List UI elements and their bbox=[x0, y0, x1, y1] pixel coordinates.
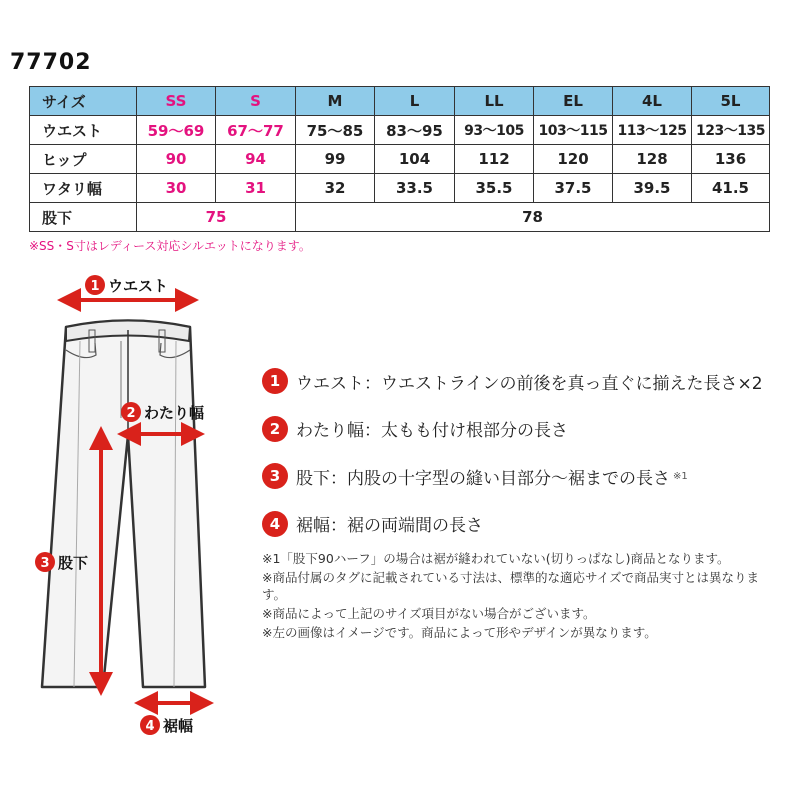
definition-footnote-ref: ※1 bbox=[673, 470, 688, 482]
badge-1: 1 bbox=[90, 279, 100, 294]
table-cell: 32 bbox=[296, 174, 375, 203]
product-code: 77702 bbox=[10, 50, 92, 75]
badge-4: 4 bbox=[145, 719, 155, 734]
table-cell: 37.5 bbox=[534, 174, 613, 203]
table-row-inseam bbox=[30, 203, 770, 232]
label-waist: ウエスト bbox=[108, 277, 169, 295]
size-footnote: ※SS・S寸はレディース対応シルエットになります。 bbox=[29, 239, 311, 253]
table-cell: 35.5 bbox=[455, 174, 534, 203]
label-thigh: わたり幅 bbox=[144, 404, 205, 422]
note-item: ※商品付属のタグに記載されている寸法は、標準的な適応サイズで商品実寸とは異なります。 bbox=[262, 570, 759, 602]
table-row-waist bbox=[30, 116, 770, 145]
table-cell: 75〜85 bbox=[296, 116, 375, 145]
table-cell: 113〜125 bbox=[613, 116, 692, 145]
header-ss: SS bbox=[137, 87, 216, 116]
row-label-inseam: 股下 bbox=[30, 203, 137, 232]
definition-desc: ：内股の十字型の縫い目部分〜裾までの長さ bbox=[330, 468, 670, 489]
row-label-hip: ヒップ bbox=[30, 145, 137, 174]
label-hem: 裾幅 bbox=[163, 717, 194, 735]
number-badge: 1 bbox=[262, 368, 288, 394]
table-cell: 120 bbox=[534, 145, 613, 174]
table-cell: 99 bbox=[296, 145, 375, 174]
header-m: M bbox=[296, 87, 375, 116]
definition-item bbox=[262, 366, 763, 396]
definition-item bbox=[262, 461, 763, 491]
note-item: ※商品によって上記のサイズ項目がない場合がございます。 bbox=[262, 606, 596, 621]
definition-desc: ：裾の両端間の長さ bbox=[330, 516, 483, 536]
table-cell: 90 bbox=[137, 145, 216, 174]
table-cell: 93〜105 bbox=[455, 116, 534, 145]
header-ll: LL bbox=[455, 87, 534, 116]
table-cell: 59〜69 bbox=[137, 116, 216, 145]
definition-item bbox=[262, 509, 763, 539]
pants-illustration bbox=[42, 321, 205, 688]
table-cell: 39.5 bbox=[613, 174, 692, 203]
table-cell: 30 bbox=[137, 174, 216, 203]
note-item: ※1「股下90ハーフ」の場合は裾が縫われていない(切りっぱなし)商品となります。 bbox=[262, 551, 730, 566]
header-s: S bbox=[216, 87, 296, 116]
table-cell: 103〜115 bbox=[534, 116, 613, 145]
header-5l: 5L bbox=[692, 87, 770, 116]
table-cell: 31 bbox=[216, 174, 296, 203]
waist-measure bbox=[69, 275, 187, 300]
definition-item bbox=[262, 414, 763, 444]
hem-measure bbox=[140, 703, 202, 735]
definition-term: わたり幅 bbox=[296, 421, 364, 441]
table-cell: 83〜95 bbox=[375, 116, 455, 145]
pants-diagram bbox=[0, 260, 250, 740]
row-label-thigh: ワタリ幅 bbox=[30, 174, 137, 203]
row-label-waist: ウエスト bbox=[30, 116, 137, 145]
header-4l: 4L bbox=[613, 87, 692, 116]
notes-list bbox=[262, 550, 782, 643]
table-cell: 128 bbox=[613, 145, 692, 174]
table-cell: 136 bbox=[692, 145, 770, 174]
table-cell: 67〜77 bbox=[216, 116, 296, 145]
number-badge: 2 bbox=[262, 416, 288, 442]
size-table bbox=[29, 86, 770, 232]
header-el: EL bbox=[534, 87, 613, 116]
definition-desc: ：ウエストラインの前後を真っ直ぐに揃えた長さ×2 bbox=[364, 373, 763, 394]
definition-desc: ：太もも付け根部分の長さ bbox=[364, 421, 568, 441]
table-cell: 104 bbox=[375, 145, 455, 174]
table-cell: 123〜135 bbox=[692, 116, 770, 145]
header-size: サイズ bbox=[30, 87, 137, 116]
table-cell: 33.5 bbox=[375, 174, 455, 203]
label-inseam: 股下 bbox=[58, 554, 89, 572]
definition-list bbox=[262, 366, 763, 556]
number-badge: 4 bbox=[262, 511, 288, 537]
badge-3: 3 bbox=[40, 556, 50, 571]
badge-2: 2 bbox=[126, 406, 136, 421]
table-cell-inseam-ladies: 75 bbox=[137, 203, 296, 232]
table-row-thigh bbox=[30, 174, 770, 203]
definition-term: ウエスト bbox=[296, 373, 364, 394]
table-cell-inseam-other: 78 bbox=[296, 203, 770, 232]
table-cell: 112 bbox=[455, 145, 534, 174]
table-header-row bbox=[30, 87, 770, 116]
definition-term: 股下 bbox=[296, 468, 330, 489]
table-cell: 94 bbox=[216, 145, 296, 174]
table-cell: 41.5 bbox=[692, 174, 770, 203]
note-item: ※左の画像はイメージです。商品によって形やデザインが異なります。 bbox=[262, 625, 657, 640]
header-l: L bbox=[375, 87, 455, 116]
table-row-hip bbox=[30, 145, 770, 174]
definition-term: 裾幅 bbox=[296, 516, 330, 536]
number-badge: 3 bbox=[262, 463, 288, 489]
